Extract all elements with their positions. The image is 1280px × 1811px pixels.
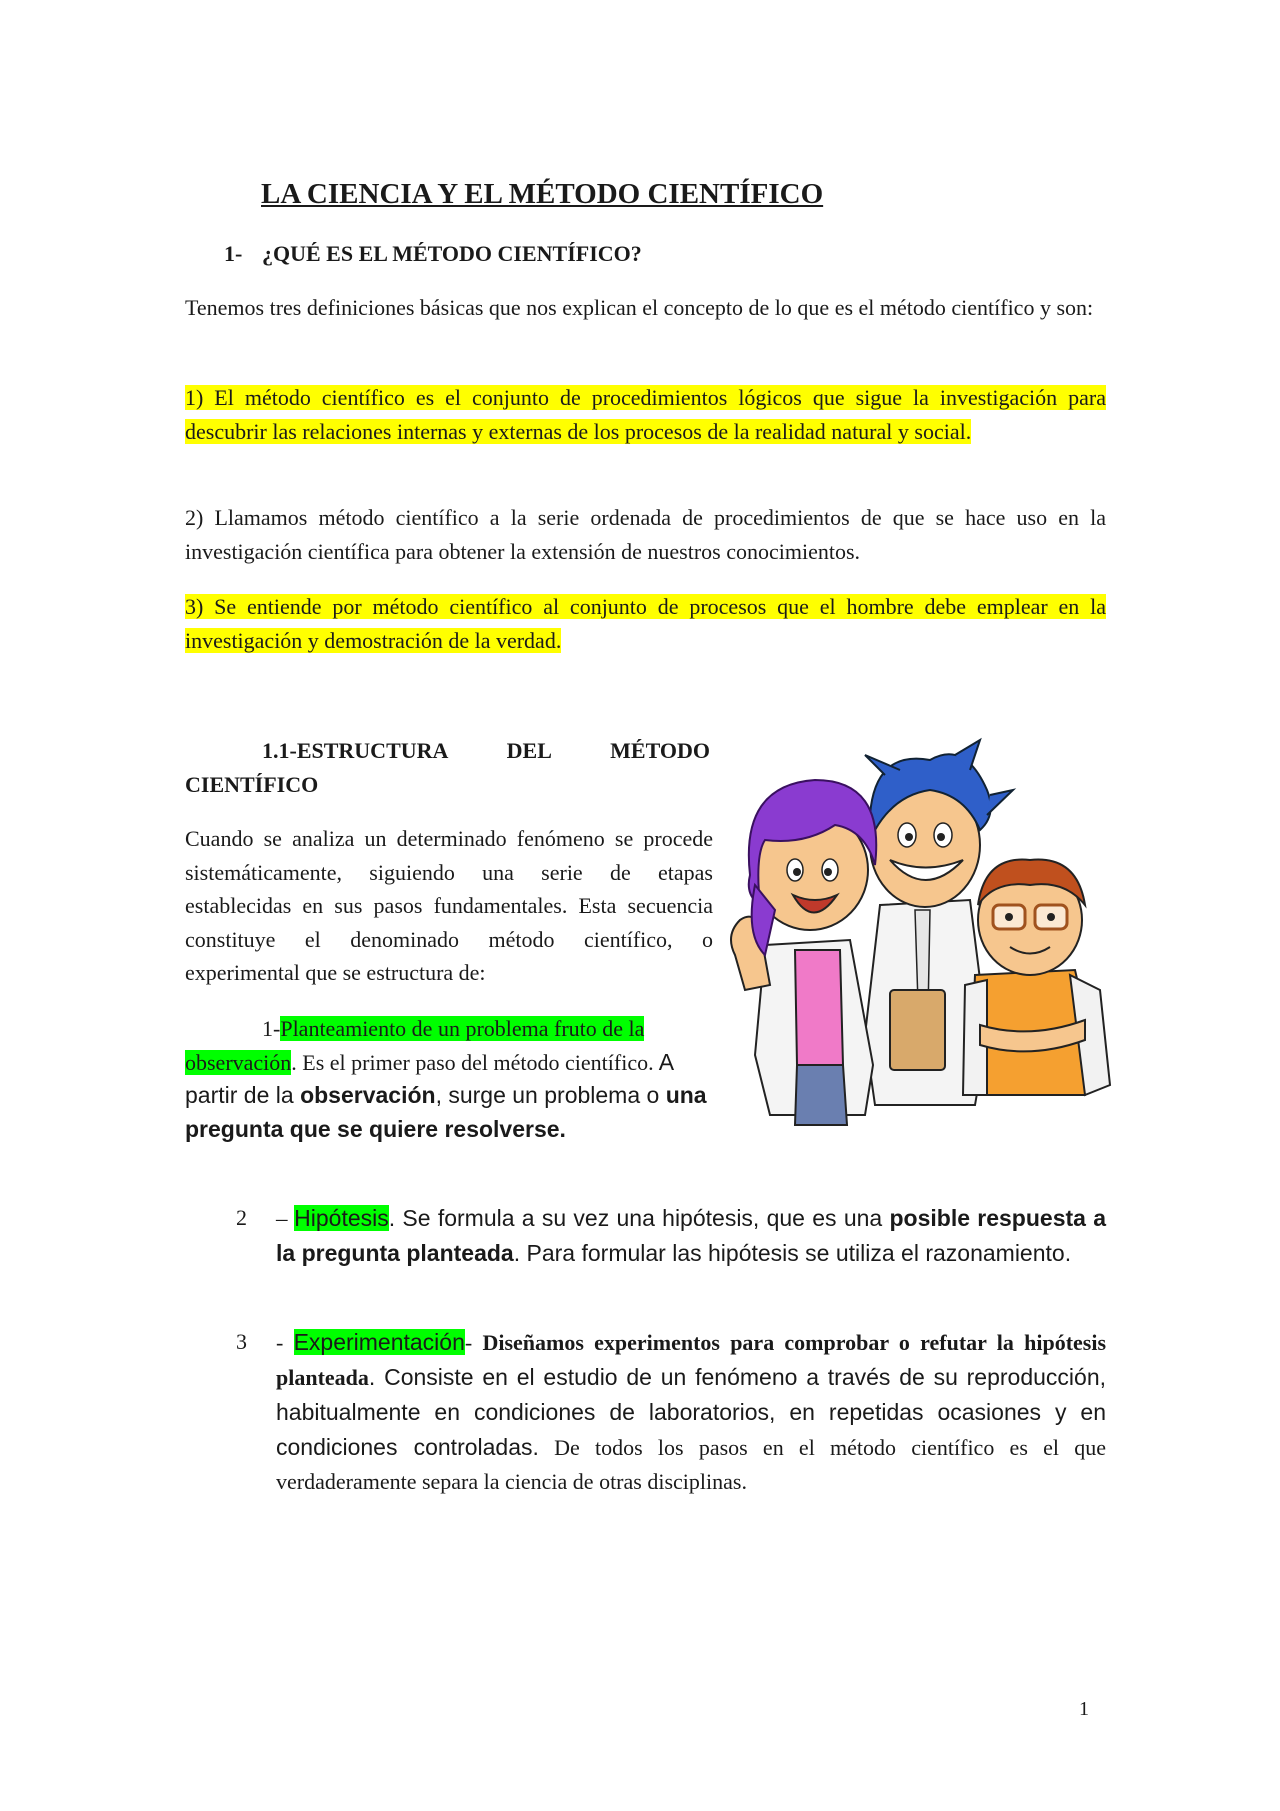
step-1-text-c: , surge un problema o: [435, 1082, 666, 1108]
heading-word: MÉTODO: [610, 738, 710, 763]
step-3: [236, 1325, 1106, 1499]
step-1-bold-b: observación: [300, 1082, 436, 1108]
step-1-highlight: Planteamiento de un problema fruto de la observación: [185, 1016, 645, 1075]
step-3-highlight: Experimentación: [293, 1329, 465, 1355]
step-3-bold-a: Diseñamos experimentos para comprobar o refutar la hipótesis planteada: [276, 1330, 1107, 1390]
step-2-number: 2: [236, 1205, 247, 1230]
step-3-dash: -: [276, 1330, 294, 1355]
step-3-number: 3: [236, 1329, 247, 1354]
section-heading-1-1: [185, 734, 710, 801]
step-2-bold-a: posible respuesta a la pregunta planteada: [276, 1205, 1107, 1266]
heading-line-2: CIENTÍFICO: [185, 771, 319, 797]
definition-3: [185, 590, 1106, 657]
definition-3-text: 3) Se entiende por método científico al conjunto de procesos que el hombre debe emplear en la investigación y demostración de la verdad.: [185, 594, 1106, 653]
step-1-text-a: . Es el primer paso del método científico.: [291, 1049, 654, 1075]
step-3-text-c: De todos los pasos en el método científico es el que verdaderamente separa la ciencia de otras disciplinas.: [276, 1435, 1106, 1494]
definition-2-text: 2) Llamamos método científico a la serie ordenada de procedimientos de que se hace uso en la investigación científica para obtener la extensión de nuestros conocimientos.: [185, 505, 1106, 564]
heading-word: 1.1-ESTRUCTURA: [262, 738, 449, 763]
intro-paragraph: Tenemos tres definiciones básicas que nos explican el concepto de lo que es el método científico y son:: [185, 295, 1094, 320]
step-3-text-b: . Consiste en el estudio de un fenómeno a través de su reproducción, habitualmente en condiciones de laboratorios, en repetidas ocasiones y en condiciones controladas.: [276, 1364, 1106, 1460]
step-2-text-b: . Para formular las hipótesis se utiliza el razonamiento.: [513, 1240, 1072, 1266]
page-number: 1: [1079, 1698, 1089, 1720]
definition-2: [185, 501, 1106, 568]
structure-paragraph: Cuando se analiza un determinado fenómeno se procede sistemáticamente, siguiendo una serie de etapas establecidas en sus pasos fundamentales. Esta secuencia constituye el denominado método científico, o experimental que se estructura de:: [185, 826, 713, 985]
heading-word: DEL: [506, 738, 552, 763]
document-title: LA CIENCIA Y EL MÉTODO CIENTÍFICO: [261, 178, 824, 210]
step-3-text-a: -: [464, 1330, 483, 1355]
section-number: 1-: [224, 241, 243, 266]
step-1-bold-c: una pregunta que se quiere resolverse.: [185, 1082, 707, 1142]
step-1: [185, 1012, 725, 1146]
step-3-body: [276, 1325, 1106, 1499]
step-2: [236, 1201, 1106, 1270]
step-1-prefix: 1-: [262, 1016, 281, 1041]
definition-1: [185, 381, 1106, 448]
section-heading-text: ¿QUÉ ES EL MÉTODO CIENTÍFICO?: [262, 241, 642, 266]
step-2-text-a: . Se formula a su vez una hipótesis, que es una: [388, 1205, 890, 1231]
step-2-body: [276, 1201, 1106, 1270]
step-2-dash: –: [276, 1206, 295, 1231]
step-1-text-b: A partir de la: [185, 1048, 673, 1108]
cartoon-scientists-illustration: [725, 735, 1115, 1130]
section-heading-1: [224, 241, 642, 267]
definition-1-text: 1) El método científico es el conjunto de procedimientos lógicos que sigue la investigación para descubrir las relaciones internas y externas de los procesos de la realidad natural y social.: [185, 385, 1106, 444]
step-2-highlight: Hipótesis: [294, 1205, 389, 1231]
